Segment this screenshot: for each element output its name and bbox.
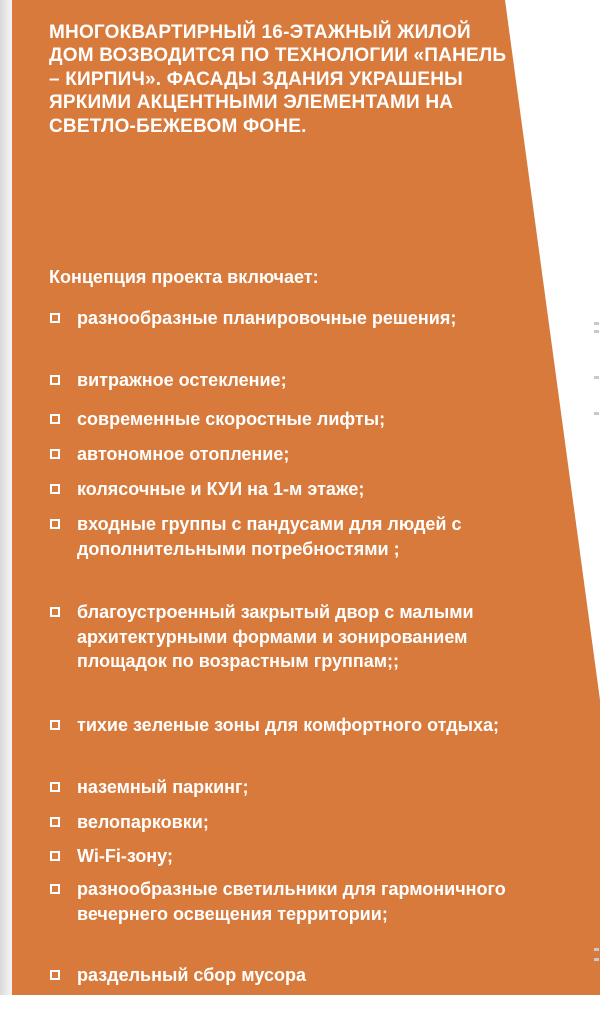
- feature-text: современные скоростные лифты;: [77, 409, 386, 429]
- feature-text: разнообразные светильники для гармоничного вечернего освещения территории;: [77, 879, 506, 924]
- edge-mark: [594, 412, 599, 415]
- square-outline-bullet-icon: [50, 313, 60, 323]
- feature-item: [49, 477, 529, 502]
- feature-item: [49, 306, 529, 331]
- square-outline-bullet-icon: [50, 884, 60, 894]
- square-outline-bullet-icon: [50, 607, 60, 617]
- square-outline-bullet-icon: [50, 414, 60, 424]
- feature-text: колясочные и КУИ на 1-м этаже;: [77, 479, 365, 499]
- feature-item: [49, 963, 529, 988]
- bottom-white-strip: [0, 995, 600, 1011]
- project-headline: МНОГОКВАРТИРНЫЙ 16-ЭТАЖНЫЙ ЖИЛОЙ ДОМ ВОЗВОДИТСЯ ПО ТЕХНОЛОГИИ «ПАНЕЛЬ – КИРПИЧ». ФАСАДЫ ЗДАНИЯ УКРАШЕНЫ ЯРКИМИ АКЦЕНТНЫМИ ЭЛЕМЕНТАМИ НА СВЕТЛО-БЕЖЕВОМ ФОНЕ.: [49, 22, 507, 137]
- feature-text: разнообразные планировочные решения;: [77, 308, 457, 328]
- feature-item: [49, 844, 529, 869]
- square-outline-bullet-icon: [50, 970, 60, 980]
- square-outline-bullet-icon: [50, 720, 60, 730]
- square-outline-bullet-icon: [50, 484, 60, 494]
- edge-mark: [594, 330, 599, 333]
- feature-item: [49, 442, 529, 467]
- feature-text: автономное отопление;: [77, 444, 290, 464]
- feature-item: [49, 512, 529, 561]
- feature-item: [49, 600, 529, 674]
- right-edge-marks: [590, 0, 600, 1011]
- feature-item: [49, 775, 529, 800]
- feature-item: [49, 877, 529, 926]
- feature-text: раздельный сбор мусора: [77, 965, 306, 985]
- square-outline-bullet-icon: [50, 519, 60, 529]
- square-outline-bullet-icon: [50, 375, 60, 385]
- feature-item: [49, 810, 529, 835]
- square-outline-bullet-icon: [50, 449, 60, 459]
- square-outline-bullet-icon: [50, 851, 60, 861]
- square-outline-bullet-icon: [50, 817, 60, 827]
- feature-text: наземный паркинг;: [77, 777, 249, 797]
- concept-heading: Концепция проекта включает:: [49, 267, 319, 287]
- feature-text: тихие зеленые зоны для комфортного отдыха;: [77, 715, 500, 735]
- feature-text: благоустроенный закрытый двор с малыми архитектурными формами и зонированием площадок по возрастным группам;;: [77, 602, 474, 671]
- feature-item: [49, 368, 529, 393]
- feature-text: входные группы с пандусами для людей с дополнительными потребностями ;: [77, 514, 462, 559]
- feature-text: Wi-Fi-зону;: [77, 846, 173, 866]
- feature-item: [49, 713, 529, 738]
- edge-mark: [594, 322, 599, 325]
- square-outline-bullet-icon: [50, 782, 60, 792]
- edge-mark: [594, 958, 599, 961]
- edge-mark: [594, 376, 599, 379]
- feature-item: [49, 407, 529, 432]
- edge-mark: [594, 948, 599, 951]
- feature-text: витражное остекление;: [77, 370, 287, 390]
- feature-text: велопарковки;: [77, 812, 209, 832]
